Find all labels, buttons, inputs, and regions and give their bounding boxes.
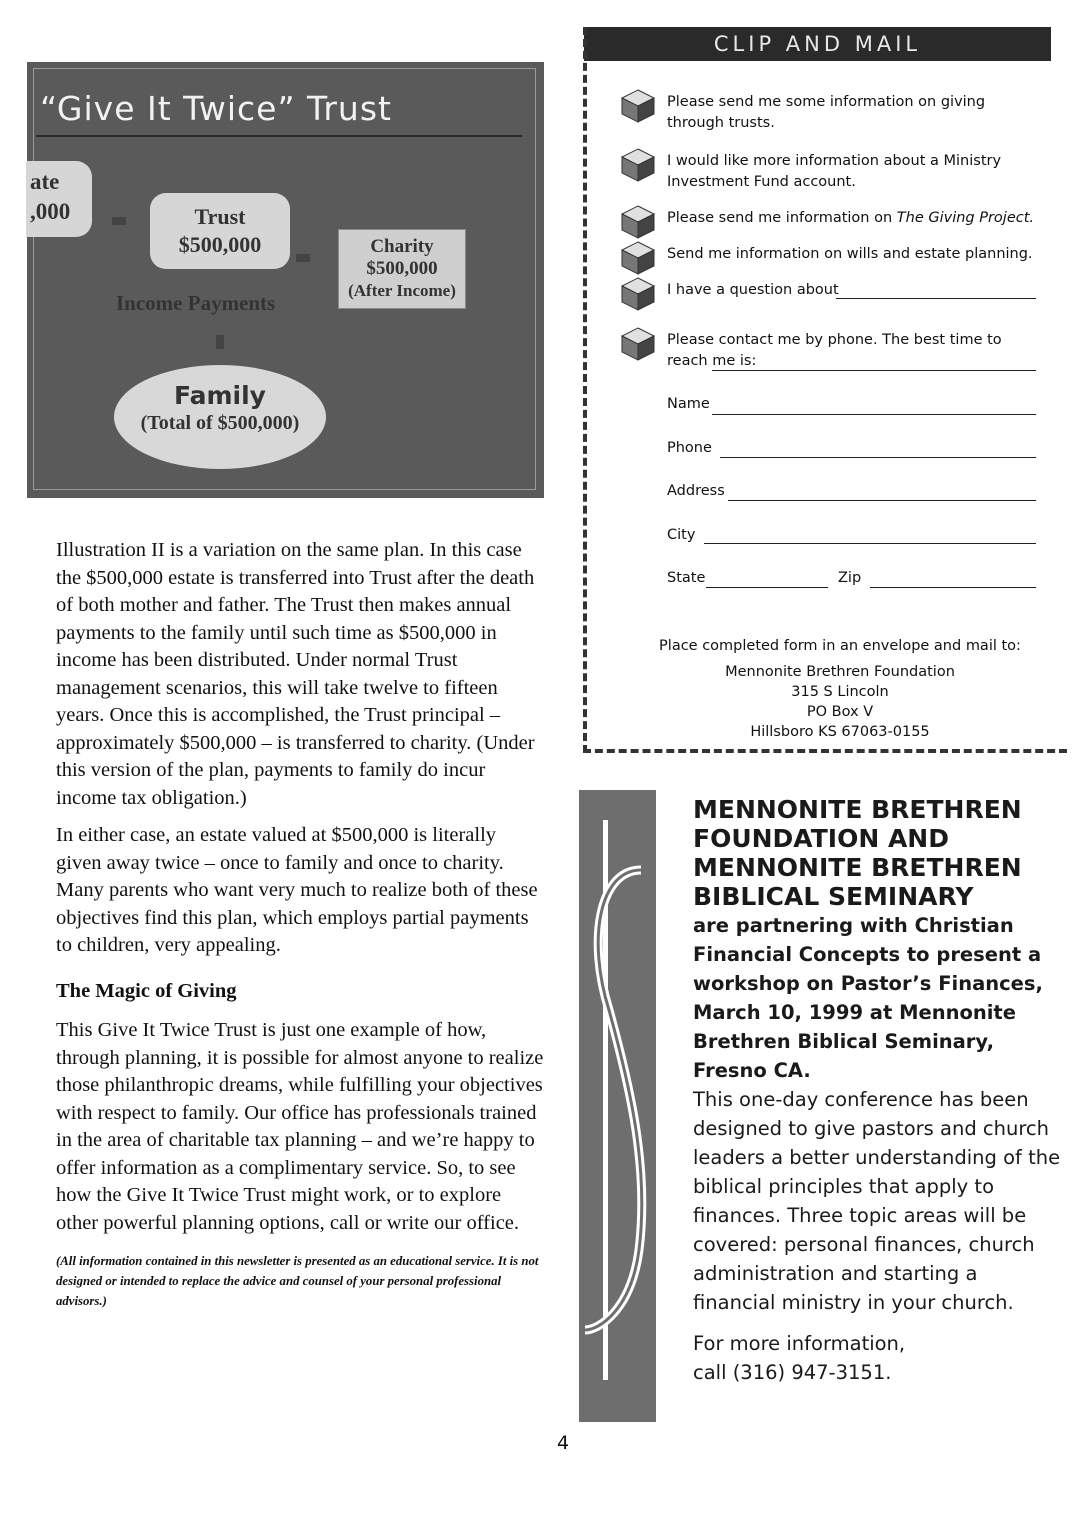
illustration-frame bbox=[30, 68, 536, 490]
estate-amount: ,000 bbox=[30, 199, 71, 224]
address-field[interactable] bbox=[728, 500, 1036, 501]
partner-text: are partnering with Christian Financial Concepts to present a workshop on Pastor’s Finances, March 10, 1999 at Mennonite Brethren Biblical Seminary, Fresno CA. bbox=[693, 914, 1043, 1082]
charity-note: (After Income) bbox=[348, 281, 456, 300]
phone-field[interactable] bbox=[720, 457, 1036, 458]
article-body bbox=[56, 537, 546, 1321]
cube-checkbox-icon[interactable] bbox=[620, 276, 656, 312]
clip-border bbox=[583, 27, 587, 753]
announcement-body: This one-day conference has been designed to give pastors and church leaders a better understanding of the biblical principles that apply to finances. Three topic areas will be covered: personal finances, church administration and starting a financial ministry in your church. bbox=[693, 1088, 1061, 1314]
contact-phone: call (316) 947-3151. bbox=[693, 1361, 892, 1384]
option-giving-project[interactable] bbox=[620, 208, 1050, 238]
illustration-rule bbox=[36, 135, 522, 137]
option-question[interactable] bbox=[620, 280, 1050, 310]
state-label: State bbox=[667, 570, 706, 586]
zip-label: Zip bbox=[838, 570, 862, 586]
cube-checkbox-icon[interactable] bbox=[620, 326, 656, 362]
org-line: BIBLICAL SEMINARY bbox=[693, 882, 974, 911]
trust-amount: $500,000 bbox=[178, 232, 262, 257]
page-number: 4 bbox=[557, 1432, 570, 1454]
org-line: MENNONITE BRETHREN bbox=[693, 795, 1022, 824]
estate-label: ate bbox=[30, 169, 60, 194]
charity-box bbox=[338, 229, 466, 309]
giving-project-title: The Giving Project. bbox=[896, 210, 1035, 226]
org-line: FOUNDATION AND bbox=[693, 824, 949, 853]
city-label: City bbox=[667, 527, 696, 543]
charity-label: Charity bbox=[370, 236, 434, 257]
mail-address-line: Mennonite Brethren Foundation bbox=[725, 664, 955, 680]
article-paragraph: This Give It Twice Trust is just one example of how, through planning, it is possible for almost anyone to realize those philanthropic dreams, while fulfilling your objectives with respect to family. Our office has professionals trained in the area of charitable tax planning – and we’re happy to offer information as a complimentary service. So, to see how the Give It Twice Trust might work, or to explore other powerful planning options, call or write our office. bbox=[56, 1019, 544, 1234]
mailing-instructions bbox=[640, 636, 1040, 742]
question-line[interactable] bbox=[836, 298, 1036, 299]
cube-checkbox-icon[interactable] bbox=[620, 147, 656, 183]
name-label: Name bbox=[667, 396, 710, 412]
article-paragraph: In either case, an estate valued at $500,000 is literally given away twice – once to family and once to charity. Many parents who want very much to realize both of these objectives find this plan, which employs partial payments to children, very appealing. bbox=[56, 824, 538, 956]
org-line: MENNONITE BRETHREN bbox=[693, 853, 1022, 882]
arrow-right-icon bbox=[296, 254, 310, 262]
arrow-down-icon bbox=[216, 335, 224, 349]
contact-line: For more information, bbox=[693, 1332, 906, 1355]
dollar-sign-icon bbox=[579, 790, 656, 1422]
option-label: Please send me some information on giving through trusts. bbox=[667, 94, 986, 131]
phone-label: Phone bbox=[667, 440, 712, 456]
state-field[interactable] bbox=[706, 587, 828, 588]
section-heading: The Magic of Giving bbox=[56, 979, 237, 1002]
mail-address-line: 315 S Lincoln bbox=[791, 684, 889, 700]
dollar-sign-banner bbox=[579, 790, 656, 1422]
mail-address-line: PO Box V bbox=[806, 704, 874, 720]
name-field[interactable] bbox=[712, 414, 1036, 415]
arrow-right-icon bbox=[112, 217, 126, 225]
charity-amount: $500,000 bbox=[366, 258, 438, 279]
zip-field[interactable] bbox=[870, 587, 1036, 588]
income-payments-label: Income Payments bbox=[116, 291, 276, 315]
address-label: Address bbox=[667, 483, 725, 499]
family-label: Family bbox=[174, 381, 266, 410]
option-label: Please contact me by phone. The best time to reach me is: bbox=[667, 332, 1002, 369]
cube-checkbox-icon[interactable] bbox=[620, 88, 656, 124]
option-label: Send me information on wills and estate planning. bbox=[667, 246, 1033, 262]
mail-intro: Place completed form in an envelope and mail to: bbox=[659, 638, 1021, 654]
option-label bbox=[667, 208, 1039, 229]
option-phone-contact[interactable] bbox=[620, 330, 1050, 374]
mail-address-line: Hillsboro KS 67063-0155 bbox=[750, 724, 930, 740]
estate-box bbox=[26, 161, 92, 237]
article-paragraph: Illustration II is a variation on the same plan. In this case the $500,000 estate is transferred into Trust after the death of both mother and father. The Trust then makes annual payments to the family until such time as $500,000 in income has been distributed. Under normal Trust management scenarios, this will take twelve to fifteen years. Once this is accomplished, the Trust principal – approximately $500,000 – is transferred to charity. (Under this version of the plan, payments to family do incur income tax obligation.) bbox=[56, 539, 535, 809]
best-time-line[interactable] bbox=[712, 370, 1036, 371]
illustration-title: “Give It Twice” Trust bbox=[40, 89, 392, 128]
workshop-announcement bbox=[693, 795, 1063, 1387]
family-total: (Total of $500,000) bbox=[140, 412, 300, 434]
disclaimer: (All information contained in this newsletter is presented as an educational service. It is not designed or intended to replace the advice and counsel of your personal professional advisors.) bbox=[56, 1254, 539, 1308]
option-label: I have a question about bbox=[667, 282, 839, 298]
option-trusts[interactable] bbox=[620, 92, 1050, 136]
family-ellipse bbox=[114, 365, 326, 469]
clip-border bbox=[583, 749, 1067, 753]
trust-label: Trust bbox=[194, 204, 246, 229]
cube-checkbox-icon[interactable] bbox=[620, 240, 656, 276]
trust-box bbox=[150, 193, 290, 269]
give-it-twice-illustration bbox=[27, 62, 544, 498]
option-label: I would like more information about a Ministry Investment Fund account. bbox=[667, 153, 1002, 190]
option-ministry-fund[interactable] bbox=[620, 151, 1050, 195]
option-label-text: Please send me information on bbox=[667, 210, 897, 226]
clip-and-mail-header: CLIP AND MAIL bbox=[584, 27, 1051, 61]
cube-checkbox-icon[interactable] bbox=[620, 204, 656, 240]
option-wills[interactable] bbox=[620, 244, 1050, 274]
city-field[interactable] bbox=[704, 543, 1036, 544]
